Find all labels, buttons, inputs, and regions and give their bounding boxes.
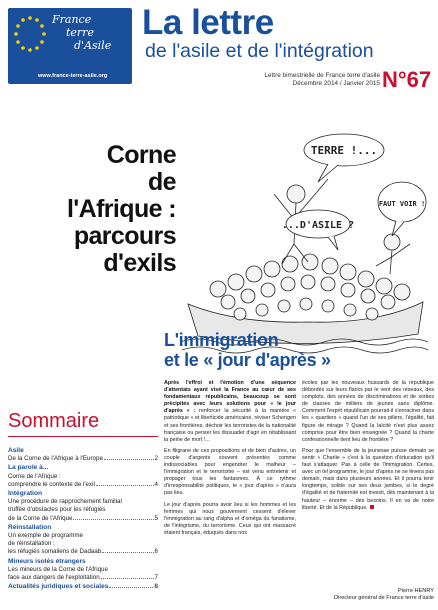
cartoon-illustration xyxy=(178,124,430,356)
sommaire-entry-text: de réinstallation : xyxy=(8,540,55,548)
sommaire-dot-leader xyxy=(102,552,153,553)
sommaire-section-heading xyxy=(8,583,158,591)
article-paragraph: Le jour d'après pourra avoir lieu si les hommes et les femmes qui nous gouvernent cessent d'élever l'immigration au rang d'alpha et d'oméga du fanatisme, de l'intégrisme, du terrorisme. Ceux qui ont massacré étaient français, éduqués dans nos xyxy=(164,501,296,536)
cover-headline xyxy=(56,142,176,277)
sommaire-entry xyxy=(8,506,158,514)
sommaire-page-number: 5 xyxy=(154,514,158,522)
sommaire-entry xyxy=(8,455,158,463)
article-title-line1: L'immigration xyxy=(164,330,279,350)
sommaire-entry-text: Un exemple de programme xyxy=(8,532,83,540)
sommaire-entry xyxy=(8,566,158,574)
sommaire-section-heading: Mineurs isolés étrangers xyxy=(8,557,86,565)
sommaire-dot-leader xyxy=(104,459,154,460)
sommaire-entry xyxy=(8,540,158,548)
sommaire-entry-text: de la Corne de l'Afrique xyxy=(8,514,73,522)
sommaire-entry-text: truffée d'obstacles pour les réfugiés xyxy=(8,506,106,514)
sommaire-dot-leader xyxy=(96,485,154,486)
publication-info xyxy=(238,72,380,88)
bubble-faut-voir: FAUT VOIR ! xyxy=(378,200,426,208)
cover-headline-line: parcours xyxy=(73,222,176,250)
sommaire-entry xyxy=(8,481,158,489)
article-paragraph: écoles par les nouveaux hussards de la république débordés sur leurs flancs par le vent des réseaux, des complots, des années de discriminations et de sorties de classes de milliers de jeunes sans diplôme. Comment l'esprit républicain pourrait-il s'enraciner dans les « quartiers » quand l'un de ses piliers, l'égalité, fait figure de mirage ? Quand la laïcité n'est plus assez comprise pour être bien enseignée ? Quand la charte confessionnelle tient lieu de frontière ? xyxy=(302,380,434,443)
sommaire-entry-text: Une procédure de rapprochement familial xyxy=(8,498,122,506)
article-column-2 xyxy=(302,380,434,516)
sommaire-entry xyxy=(8,498,158,506)
signature-name: Pierre HENRY xyxy=(398,588,434,594)
sommaire-page-number: 8 xyxy=(154,583,158,591)
sommaire-page-number: 4 xyxy=(154,480,158,488)
article-lead-rest: renforcer la sécurité à la manière « patriotique » et liberticide américaine, réviser Schengen et ses frontières, déchoir les terroristes de la nationalité française ou penser les dissuader d'agir en rétablissant la peine de mort !... xyxy=(164,408,296,443)
article-paragraph: En filigrane de ces propositions et de bien d'autres, un couple d'argents souvent présentés comme indissociables pour engendrer le malheur – l'immigration et le terrorisme – est venu entretenir et propager tous les fantasmes. À ce rythme d'irresponsabilité politiques, le « jour d'après » n'aura pas lieu. xyxy=(164,447,296,497)
cover-headline-line: Corne xyxy=(106,141,176,169)
sommaire-entry-text: comprendre le contexte de l'exil xyxy=(8,480,95,488)
article-lead: Après l'effroi et l'émotion d'une séquence d'attentats ayant visé la France au cœur de ses fondamentaux républicains, beaucoup se sont précipités avec leurs solutions pour « le jour d'après » : xyxy=(164,380,296,415)
sommaire-dot-leader xyxy=(109,587,153,588)
sommaire-dot-leader xyxy=(101,578,154,579)
article-column-1 xyxy=(164,380,296,541)
end-mark-icon xyxy=(370,505,374,509)
logo-text-line3: d'Asile xyxy=(74,39,112,52)
table-of-contents xyxy=(8,446,158,591)
logo-url: www.france-terre-asile.org xyxy=(38,73,108,79)
sommaire-entry xyxy=(8,515,158,523)
signature xyxy=(302,588,434,602)
cover-headline-line: de l'Afrique : xyxy=(66,168,176,223)
issue-number: N°67 xyxy=(382,67,432,92)
sommaire-section-heading-text: Actualités juridiques et sociales xyxy=(8,583,109,591)
sommaire-entry xyxy=(8,548,158,556)
article-paragraph-text: Pour que l'ensemble de la jeunesse puisse demain se sentir « Charlie » c'est à la question d'éducation qu'il faut s'attaquer. Pas à celle de l'immigration. Certes, avec un tel programme, le jour d'après ne se lèvera pas demain, mais dans plusieurs années. Et il pourra tenir longtemps, solide sur ses deux jambes, si le degré d'égalité et de fraternité est investi, dès maintenant à la hauteur – énorme – des besoins. Il en va de notre liberté. Et de la République. xyxy=(302,447,434,511)
sommaire-divider xyxy=(8,436,158,437)
publication-date: Décembre 2014 / Janvier 2015 xyxy=(292,80,380,87)
cover-headline-line: d'exils xyxy=(103,249,176,277)
sommaire-entry xyxy=(8,473,158,481)
bubble-terre: TERRE !... xyxy=(310,144,378,157)
sommaire-section-heading: Asile xyxy=(8,447,24,454)
france-terre-asile-logo xyxy=(8,8,132,84)
logo-text-line1: France xyxy=(52,13,92,26)
newsletter-title: La lettre xyxy=(142,3,274,42)
article-title-line2: et le « jour d'après » xyxy=(164,350,331,370)
sommaire-entry-text: Corne de l'Afrique : xyxy=(8,472,61,480)
sommaire-page-number: 2 xyxy=(154,455,158,463)
sommaire-entry xyxy=(8,532,158,540)
article-paragraph xyxy=(164,380,296,444)
article-title xyxy=(164,330,331,370)
sommaire-entry-text: face aux dangers de l'exploitation xyxy=(8,574,100,582)
publication-frequency: Lettre bimestrielle de France terre d'asile xyxy=(264,72,380,79)
sommaire-section-heading: Intégration xyxy=(8,490,43,498)
bubble-asile: ...D'ASILE ? xyxy=(281,220,355,231)
sommaire-entry xyxy=(8,574,158,582)
article-paragraph xyxy=(302,448,434,512)
newsletter-subtitle: de l'asile et de l'intégration xyxy=(145,40,374,62)
sommaire-section-heading: La parole à... xyxy=(8,464,49,472)
sommaire-dot-leader xyxy=(73,519,153,520)
signature-role: Directeur général de France terre d'asile xyxy=(334,595,434,601)
eu-stars-icon xyxy=(12,12,48,68)
sommaire-entry-text: Les mineurs de la Corne de l'Afrique xyxy=(8,565,108,573)
sommaire-entry-text: De la Corne de l'Afrique à l'Europe xyxy=(8,455,103,463)
sommaire-title: Sommaire xyxy=(8,410,100,432)
sommaire-entry-text: les réfugiés somaliens de Dadaab xyxy=(8,548,102,556)
sommaire-section-heading: Réinstallation xyxy=(8,523,52,531)
sommaire-page-number: 7 xyxy=(154,574,158,582)
sommaire-page-number: 6 xyxy=(154,548,158,556)
logo-text-line2: terre xyxy=(66,26,94,39)
